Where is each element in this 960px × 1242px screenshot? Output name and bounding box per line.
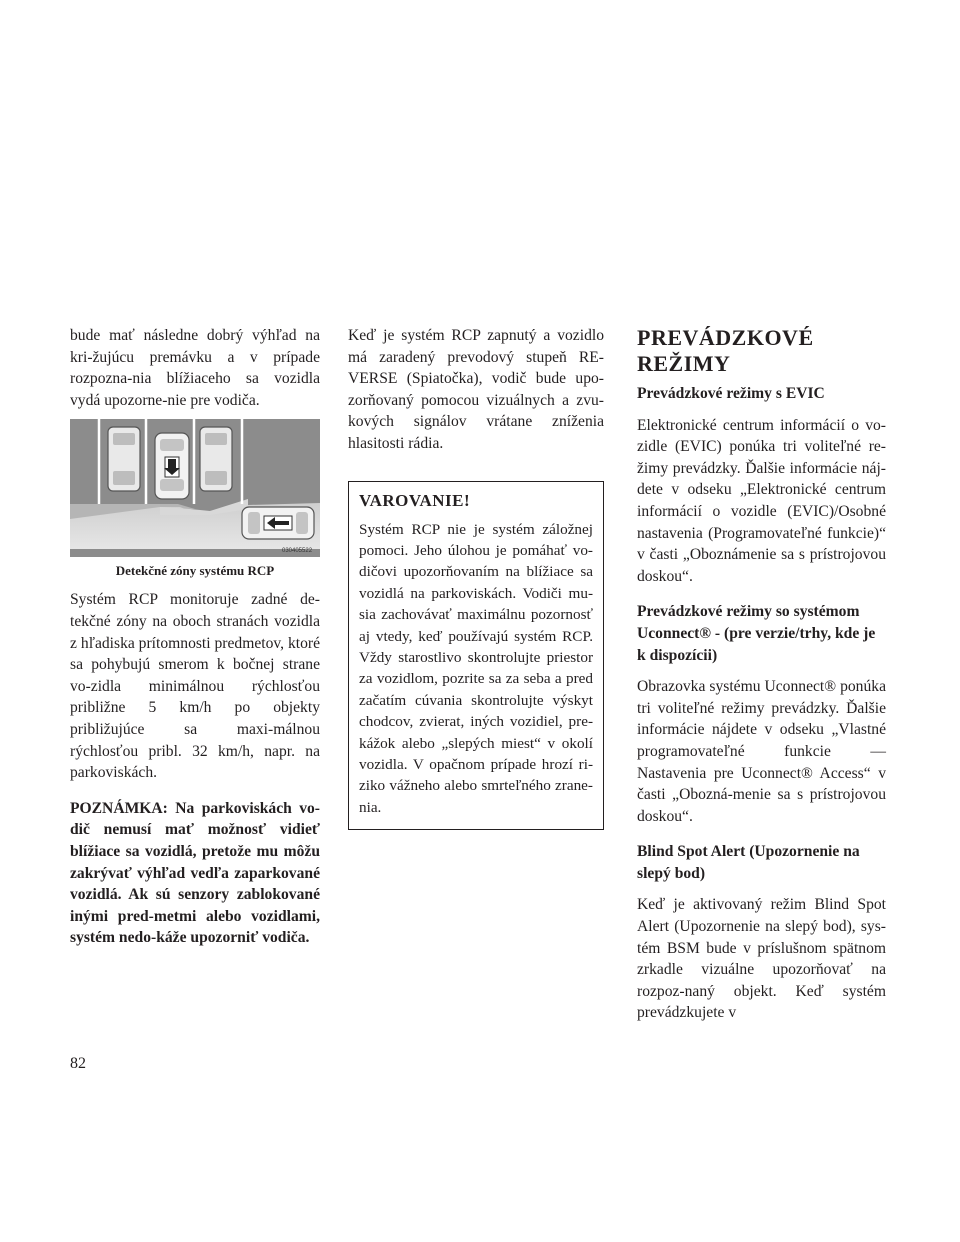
- subheading-blind-spot: Blind Spot Alert (Upozornenie na slepý bod): [637, 843, 860, 882]
- reversing-car: [155, 433, 189, 499]
- rcp-monitor-paragraph: Systém RCP monitoruje zadné de-tekčné zóny na oboch stranách vozidla z hľadiska prítomnosti predmetov, ktoré sa pohybujú smerom k bočnej strane vo-zidla minimálnou rýchlosťou približne 5 km/h po objekty približujúce sa maxi-málnou rýchlosťou pribl. 32 km/h, napr. na parkoviskách.: [70, 591, 321, 782]
- section-heading: PREVÁDZKOVÉ REŽIMY: [637, 325, 814, 376]
- subheading-uconnect: Prevádzkové režimy so systémom Uconnect® - (pre verzie/trhy, kde je k dispozícii): [637, 603, 876, 664]
- intro-paragraph: bude mať následne dobrý výhľad na kri-žujúcu premávku a v prípade rozpozna-nia blížiaceho sa vozidla vydá upozorne-nie pre vodiča.: [70, 327, 320, 409]
- subheading-evic: Prevádzkové režimy s EVIC: [637, 385, 825, 402]
- warning-title: VAROVANIE!: [359, 490, 471, 510]
- rcp-reverse-paragraph: Keď je systém RCP zapnutý a vozidlo má zaradený prevodový stupeň RE-VERSE (Spiatočka), vodič bude upo-zorňovaný pomocou vizuálnych a zvu-kových signálov vrátane zníženia hlasitosti rádia.: [348, 327, 604, 452]
- parked-car-right: [200, 427, 232, 491]
- page-number: 82: [70, 1055, 86, 1072]
- warning-text: Systém RCP nie je systém záložnej pomoci. Jeho úlohou je pomáhať vo-dičovi upozorňovaním na blížiace sa vozidlá na parkoviskách. Vodiči mu-sia zachovávať maximálnu pozornosť aj vtedy, keď používajú systém RCP. Vždy starostlivo skontrolujte priestor za vozidlom, pozrite sa za seba a pred začatím cúvania skontrolujte výskyt chodcov, zvierat, iných vozidiel, pre-kážok alebo „slepých miest“ v okolí vozidla. V opačnom prípade hrozí ri-ziko vážneho alebo smrteľného zrane-nia.: [359, 520, 593, 816]
- parked-car-left: [108, 427, 140, 491]
- uconnect-paragraph: Obrazovka systému Uconnect® ponúka tri voliteľné režimy prevádzky. Ďalšie informácie nájdete v odseku „Vlastné programovateľné funkcie — Nastavenia pre Uconnect® Access“ v časti „Obozná-menie sa s prístrojovou doskou“.: [637, 678, 886, 825]
- approaching-car: [242, 507, 314, 539]
- evic-paragraph: Elektronické centrum informácií o vo-zidle (EVIC) ponúka tri voliteľné re-žimy prevádzky. Ďalšie informácie náj-dete v odseku „Elektronické centrum informácií o vozidle (EVIC)/Osobné nastavenia (Programovateľné funkcie)“ v časti „Oboznámenie sa s prístrojovou doskou“.: [637, 416, 886, 585]
- note-paragraph: POZNÁMKA: Na parkoviskách vo-dič nemusí mať možnosť vidieť blížiace sa vozidlá, pretože mu môžu zakrývať výhľad vedľa zaparkované vozidlá. Ak sú senzory zablokované inými pred-metmi alebo vozidlami, systém nedo-káže upozorniť vodiča.: [70, 799, 320, 947]
- figure-caption: Detekčné zóny systému RCP: [115, 563, 275, 579]
- middle-column: [348, 325, 604, 830]
- parking-lot-illustration: [70, 419, 320, 557]
- warning-box: [348, 481, 604, 831]
- left-column: [70, 325, 320, 949]
- figure-code: 030405522: [282, 548, 313, 555]
- rcp-detection-figure: [70, 419, 320, 579]
- blind-spot-paragraph: Keď je aktivovaný režim Blind Spot Alert (Upozornenie na slepý bod), sys-tém BSM bude v príslušnom spätnom zrkadle vizuálne upozorňovať na rozpoz-naný objekt. Keď systém prevádzkujete v: [637, 896, 886, 1022]
- right-column: [637, 325, 886, 1024]
